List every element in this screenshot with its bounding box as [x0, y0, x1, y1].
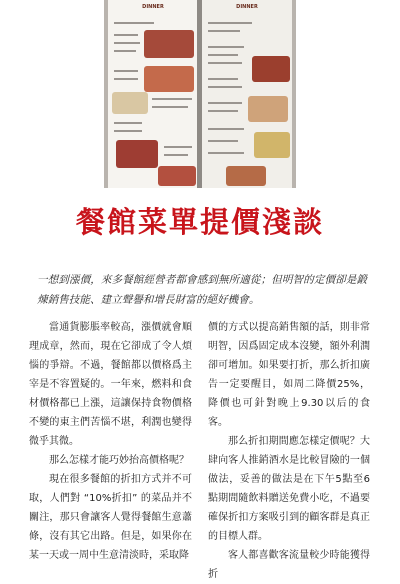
menu-line — [208, 46, 244, 48]
article-title: 餐館菜單提價淺談 — [75, 205, 324, 239]
menu-line — [208, 22, 252, 24]
article-column-left — [29, 318, 192, 565]
menu-line — [208, 86, 242, 88]
menu-line — [208, 102, 242, 104]
menu-logo: DINNER — [236, 4, 258, 10]
menu-line — [152, 106, 188, 108]
menu-line — [208, 54, 238, 56]
menu-line — [208, 78, 238, 80]
dish-photo — [144, 66, 194, 92]
dish-photo — [144, 30, 194, 58]
paragraph: 那么折扣期間應怎樣定價呢？大肆向客人推銷酒水是比較冒險的一個做法，妥善的做法是在下午5點至6點期間隨飲料贈送免費小吃，不過要確保折扣方案吸引到的顧客群是真正的目標人群。 — [208, 436, 370, 542]
menu-line — [208, 62, 242, 64]
menu-line — [208, 110, 238, 112]
paragraph: 客人都喜歡客流量較少時能獲得折 — [208, 550, 370, 580]
dish-photo — [252, 56, 290, 82]
menu-page-right — [202, 0, 292, 188]
menu-page-left — [108, 0, 197, 188]
paragraph: 現在很多餐館的折扣方式并不可取，人們對 “10%折扣” 的菜品并不關注，那只會讓客人覺得餐館生意蕭條，沒有其它出路。但是，如果你在某一天或一周中生意清淡時，采取降 — [29, 474, 192, 561]
menu-logo: DINNER — [142, 4, 164, 10]
paragraph: 那么怎樣才能巧妙抬高價格呢？ — [49, 455, 189, 466]
menu-line — [208, 30, 240, 32]
paragraph: 當通貨膨脹率較高，漲價就會順理成章，然而，現在它卻成了令人煩惱的爭辯。不過，餐館都以價格爲主宰是不容置疑的。一年來，燃料和食材價格都已上漲，這讓保持食物價格不變的東主們苦惱不堪，利潤也變得微乎其微。 — [29, 322, 192, 447]
menu-line — [114, 70, 138, 72]
menu-line — [114, 22, 154, 24]
menu-line — [152, 98, 192, 100]
article-column-right — [208, 318, 370, 584]
dish-photo — [226, 166, 266, 186]
menu-line — [208, 140, 238, 142]
dish-photo — [112, 92, 148, 114]
dish-photo — [116, 140, 158, 168]
dish-photo — [254, 132, 290, 158]
article-intro: 一想到漲價，來多餐館經營者都會感到無所適從；但明智的定價卻是鍛煉銷售技能、建立聲譽和增長財富的絕好機會。 — [37, 274, 367, 306]
menu-line — [114, 78, 138, 80]
menu-line — [114, 130, 142, 132]
menu-line — [164, 154, 188, 156]
menu-line — [114, 42, 140, 44]
paragraph: 價的方式以提高銷售額的話，則非常明智，因爲固定成本沒變，額外利潤卻可增加。如果要打折，那么折扣廣告一定要醒目，如周二降價25%，降價也可針對晚上9.30以后的食客。 — [208, 322, 370, 428]
menu-photo — [104, 0, 296, 188]
menu-line — [208, 128, 244, 130]
menu-line — [208, 152, 244, 154]
dish-photo — [248, 96, 288, 122]
dish-photo — [158, 166, 196, 186]
menu-line — [164, 146, 192, 148]
menu-line — [114, 122, 142, 124]
menu-line — [114, 50, 136, 52]
menu-line — [114, 34, 138, 36]
